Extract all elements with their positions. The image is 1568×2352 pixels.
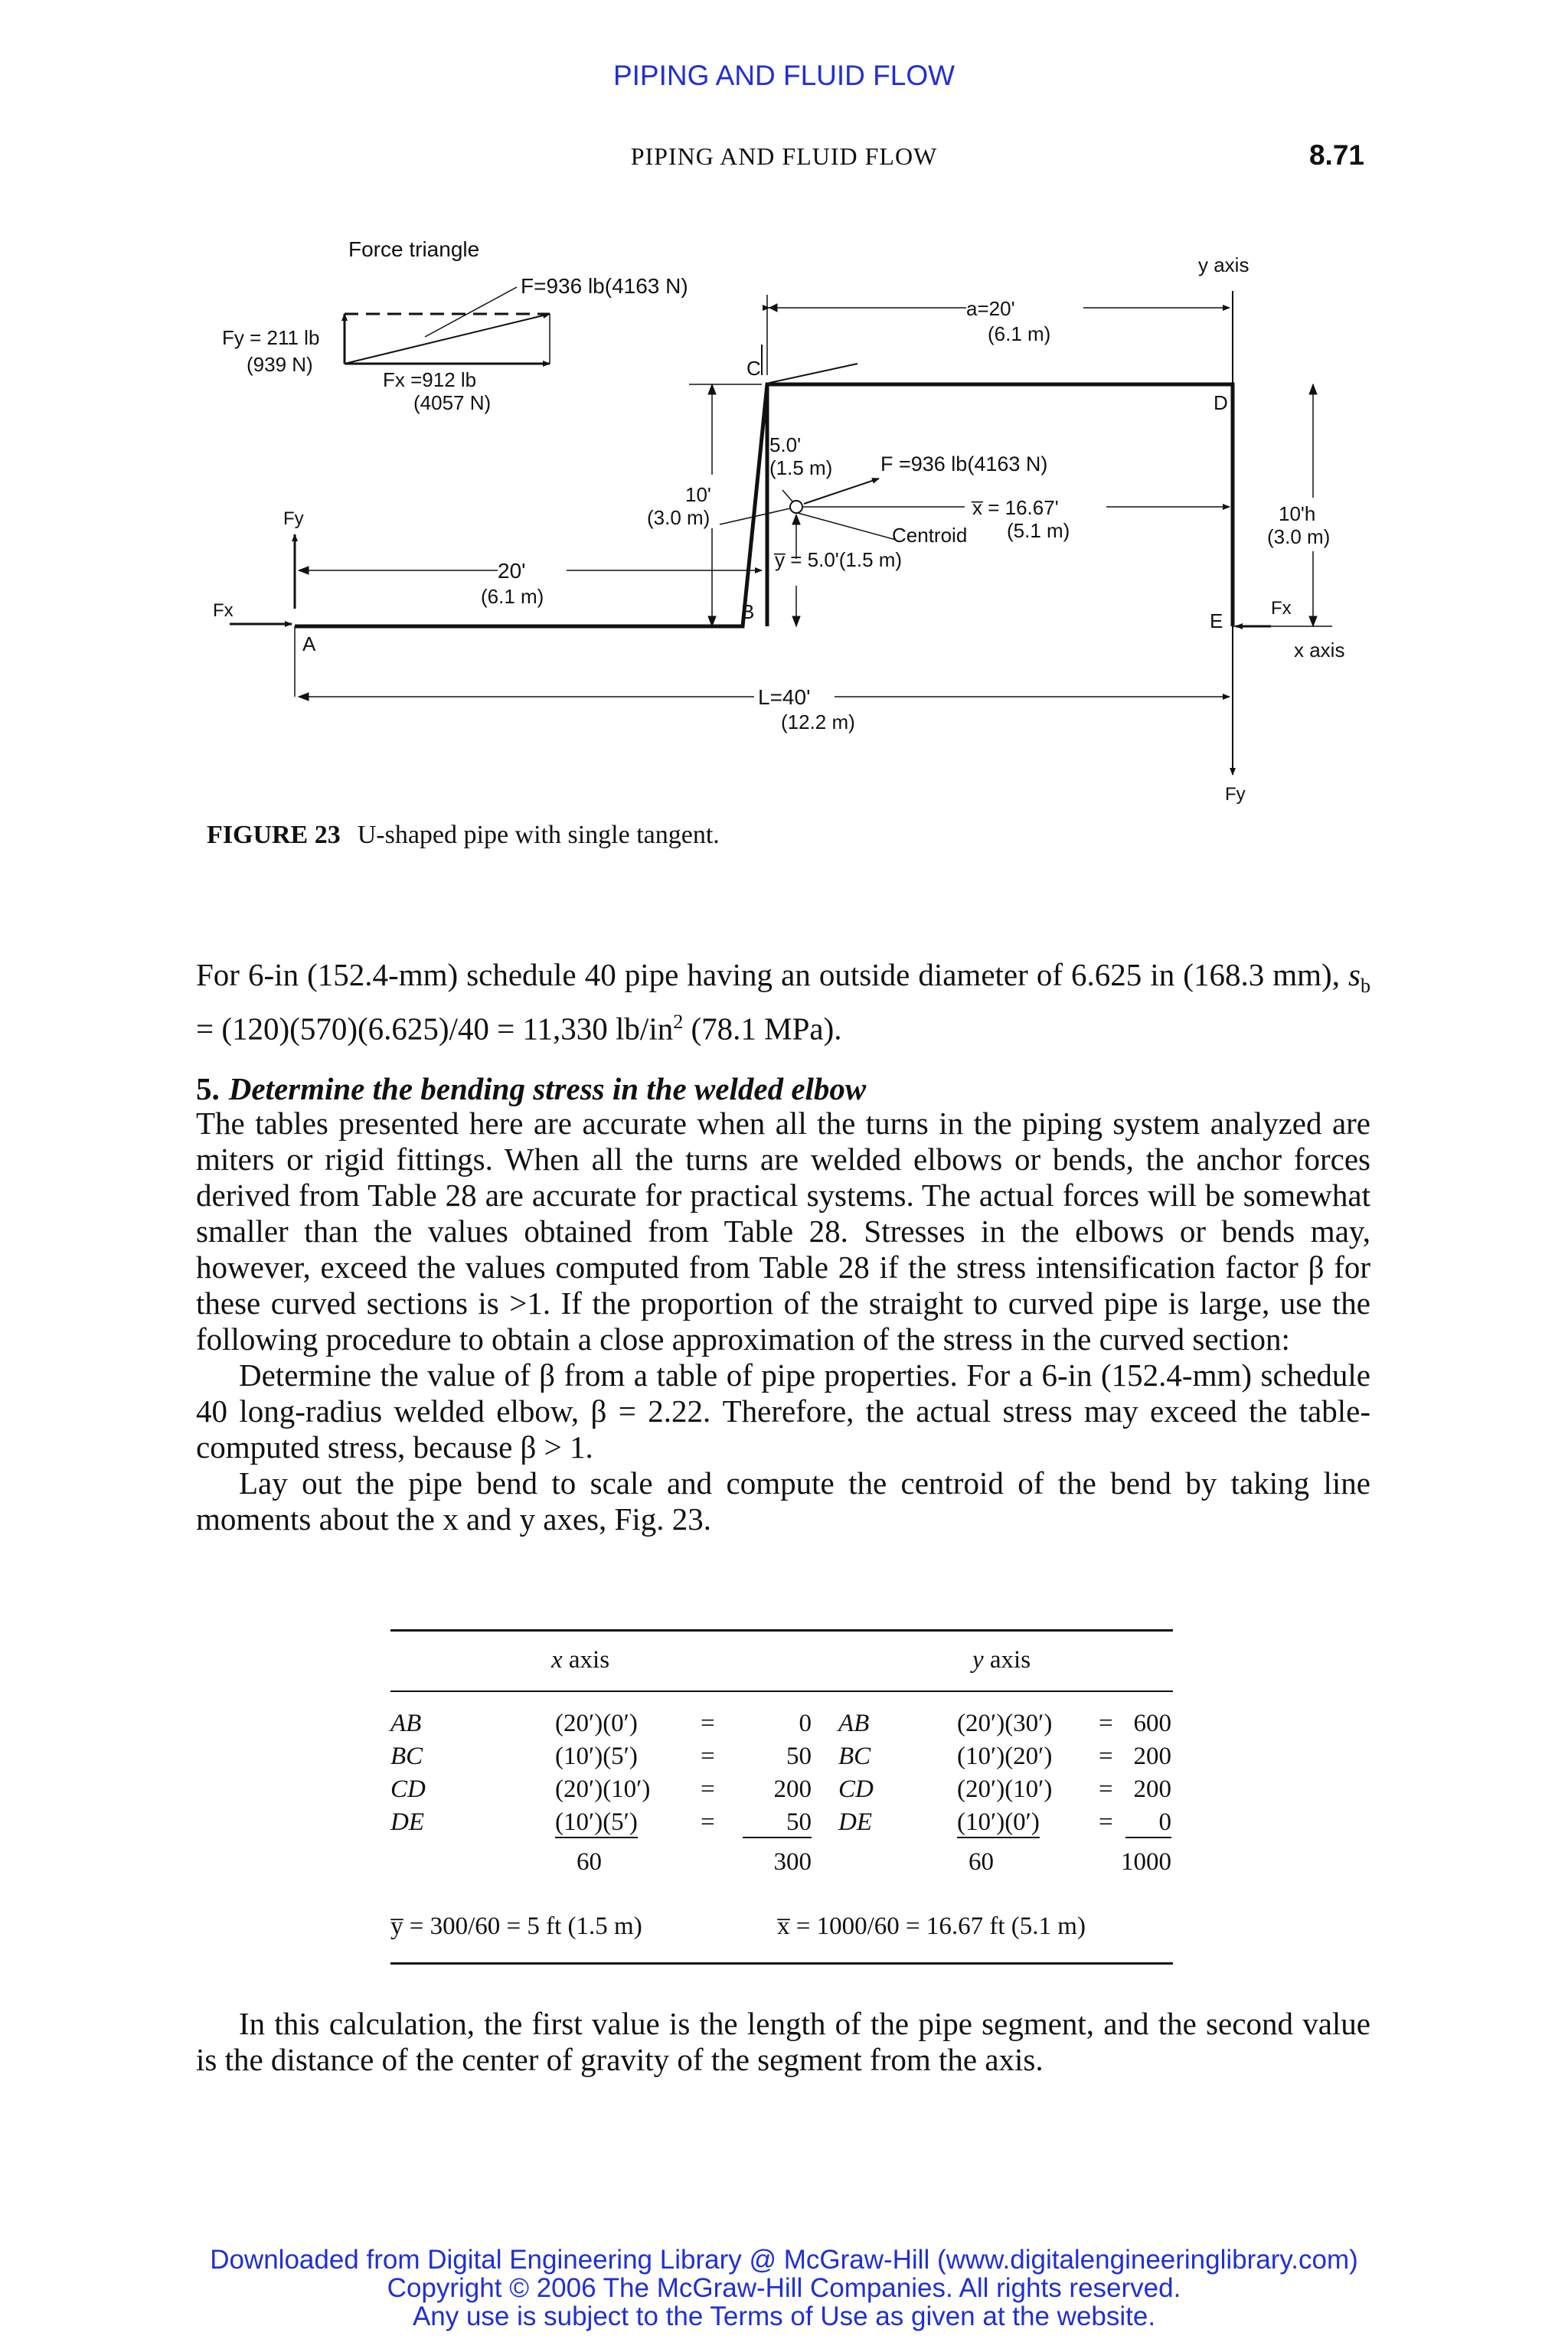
section-body [196,1106,1370,1537]
figure-23 [191,222,1386,827]
y-total-moment: 1000 [1121,1848,1171,1876]
figure-caption [207,821,720,850]
label-f-triangle: F=936 lb(4163 N) [521,274,688,298]
paragraph-lay-out: Lay out the pipe bend to scale and compute the centroid of the bend by taking line moments about the x and y axes, Fig. 23. [196,1465,1370,1537]
label-point-e: E [1210,609,1223,632]
label-force-f: F =936 lb(4163 N) [880,452,1048,475]
label-xbar: x̅ = 16.67' [972,496,1059,519]
label-dim-5-2: (1.5 m) [769,456,833,479]
y-total-length: 60 [969,1848,994,1876]
calculation-note-text: In this calculation, the first value is the length of the pipe segment, and the second value is the distance of the center of gravity of the segment from the axis. [196,2006,1370,2077]
table-header-y-axis: y axis [972,1646,1031,1674]
label-point-a: A [302,632,316,655]
paragraph-tables-accuracy: The tables presented here are accurate when all the turns in the piping system analyzed are miters or rigid fittings. When all the turns are welded elbows or bends, the anchor forces derived from Table 28 are accurate for practical systems. The actual forces will be somewhat smaller than the values obtained from Table 28. Stresses in the elbows or bends may, however, exceed the values computed from Table 28 if the stress intensification factor β for these curved sections is >1. If the proportion of the straight to curved pipe is large, use the following procedure to obtain a close approximation of the stress in the curved section: [196,1106,1370,1357]
label-fx-left: Fx [213,600,234,621]
triangle-leader [425,287,517,337]
p1-part-c: (78.1 MPa). [683,1011,842,1047]
figure-caption-number: FIGURE 23 [207,821,341,849]
label-dim-10h-1: 10'h [1279,502,1316,525]
label-fy-left: Fy [283,508,304,529]
row-y-val-de: 0 [1125,1808,1171,1838]
label-xbar-m: (5.1 m) [1007,519,1070,542]
paragraph-pipe-stress [196,957,1370,1047]
label-fx-right: Fx [1271,598,1292,619]
label-dim-20-2: (6.1 m) [481,585,544,608]
row-y-eq-cd: = [1099,1775,1113,1803]
row-x-eq-ab: = [701,1710,715,1737]
force-f-arrow [804,479,879,504]
figure-caption-text: U-shaped pipe with single tangent. [357,821,720,849]
label-dim-10-1: 10' [685,483,711,506]
triangle-resultant [345,314,550,364]
footer-line-1[interactable]: Downloaded from Digital Engineering Library @ McGraw-Hill (www.digitalengineeringlibrary.com) [210,2245,1358,2275]
label-centroid: Centroid [892,524,968,547]
label-a-dim-2: (6.1 m) [988,322,1051,345]
label-fx-triangle-1: Fx =912 lb [383,368,477,391]
label-fy-bottom: Fy [1225,784,1246,805]
label-ybar: y̅ = 5.0'(1.5 m) [775,548,903,571]
row-y-eq-de: = [1099,1808,1113,1836]
xbar-result: x̅ = 1000/60 = 16.67 ft (5.1 m) [777,1913,1086,1940]
label-dim-10h-2: (3.0 m) [1267,525,1331,548]
section-number: 5. [196,1071,220,1106]
section-heading [196,1070,866,1107]
row-y-eq-bc: = [1099,1743,1113,1770]
running-head: PIPING AND FLUID FLOW [630,142,938,170]
page-number: 8.71 [1308,139,1364,171]
table-header-x-axis: x axis [551,1646,610,1674]
pipe-line [295,384,1233,626]
tangent-line [769,364,858,383]
row-seg2-ab: AB [838,1710,870,1737]
row-seg-de: DE [390,1808,424,1836]
p1-sb: s [1348,957,1361,992]
label-y-axis: y axis [1198,253,1250,276]
row-y-expr-bc: (10′)(20′) [957,1743,1053,1770]
row-y-val-bc: 200 [1133,1743,1171,1770]
row-y-expr-cd: (20′)(10′) [957,1775,1053,1803]
row-x-eq-bc: = [701,1743,715,1770]
row-x-eq-cd: = [701,1775,715,1803]
x-total-moment: 300 [773,1848,812,1876]
row-y-expr-de: (10′)(0′) [957,1808,1040,1838]
footer-line-2: Copyright © 2006 The McGraw-Hill Companies. All rights reserved. [387,2273,1181,2303]
label-l-dim-2: (12.2 m) [781,710,855,733]
row-x-val-ab: 0 [799,1710,812,1737]
label-dim-10-2: (3.0 m) [647,506,710,529]
row-y-expr-ab: (20′)(30′) [957,1710,1053,1737]
p1-part-a: For 6-in (152.4-mm) schedule 40 pipe having an outside diameter of 6.625 in (168.3 mm), [196,957,1349,992]
label-l-dim-1: L=40' [758,685,811,709]
pipe-diagram [191,222,1386,827]
label-x-axis: x axis [1294,639,1345,662]
label-point-b: B [741,600,755,623]
row-x-val-de: 50 [743,1808,812,1838]
row-seg-bc: BC [390,1743,423,1770]
label-dim-5-1: 5.0' [769,433,802,456]
row-x-expr-de: (10′)(5′) [555,1808,638,1838]
label-fy-triangle-2: (939 N) [247,353,313,376]
label-point-d: D [1214,391,1228,414]
footer-line-3: Any use is subject to the Terms of Use as given at the website. [412,2301,1156,2331]
row-y-eq-ab: = [1099,1710,1113,1737]
p1-sup: 2 [673,1011,684,1034]
footer[interactable] [0,2246,1568,2331]
row-seg2-cd: CD [838,1775,874,1803]
row-x-expr-ab: (20′)(0′) [555,1710,638,1737]
row-seg-cd: CD [390,1775,426,1803]
row-y-val-cd: 200 [1133,1775,1171,1803]
p1-sub: b [1361,975,1370,998]
row-x-eq-de: = [701,1808,715,1836]
row-x-expr-cd: (20′)(10′) [555,1775,651,1803]
ybar-result: y̅ = 300/60 = 5 ft (1.5 m) [390,1913,642,1940]
paragraph-calculation-note [196,2006,1370,2078]
header-link[interactable]: PIPING AND FLUID FLOW [612,60,956,91]
row-seg-ab: AB [390,1710,422,1737]
centroid-marker [790,501,802,513]
label-fy-triangle-1: Fy = 211 lb [222,326,320,349]
label-dim-20-1: 20' [498,559,526,583]
row-seg2-bc: BC [838,1743,871,1770]
row-x-val-bc: 50 [786,1743,812,1770]
section-title: Determine the bending stress in the welded elbow [228,1071,867,1106]
label-fx-triangle-2: (4057 N) [413,391,492,414]
row-seg2-de: DE [838,1808,872,1836]
p1-part-b: = (120)(570)(6.625)/40 = 11,330 lb/in [196,1011,674,1047]
x-total-length: 60 [577,1848,602,1876]
row-y-val-ab: 600 [1133,1710,1171,1737]
row-x-expr-bc: (10′)(5′) [555,1743,638,1770]
row-x-val-cd: 200 [773,1775,812,1803]
label-point-c: C [746,357,761,380]
label-a-dim-1: a=20' [966,297,1015,320]
label-force-triangle: Force triangle [348,237,480,261]
paragraph-beta-value: Determine the value of β from a table of pipe properties. For a 6-in (152.4-mm) schedule 40 long-radius welded elbow, β = 2.22. Therefore, the actual stress may exceed the table-computed stress, because β > 1. [196,1357,1370,1465]
